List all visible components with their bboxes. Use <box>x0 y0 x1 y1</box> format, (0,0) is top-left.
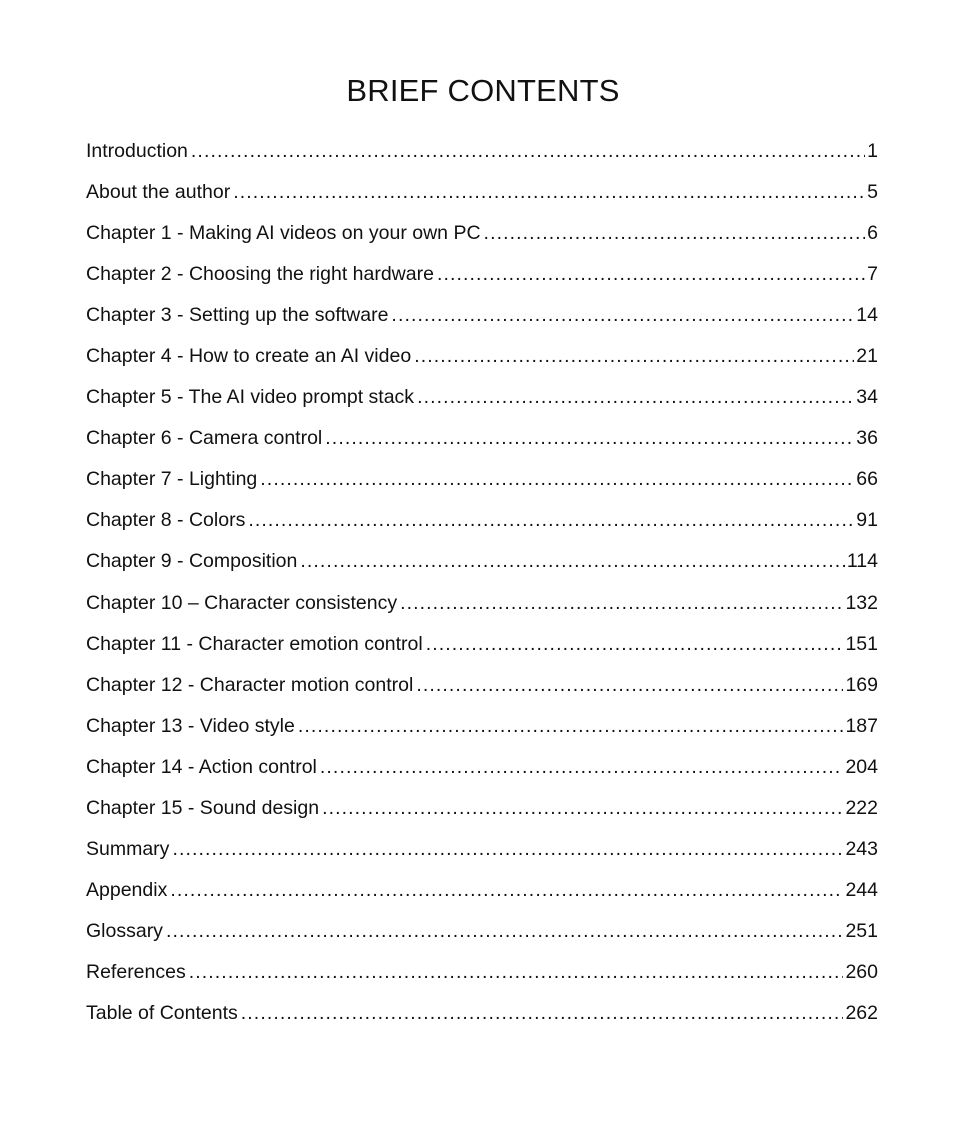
toc-entry-page-number: 132 <box>845 591 878 614</box>
toc-entry-label: Chapter 13 - Video style <box>86 714 295 737</box>
toc-entry-label: Chapter 5 - The AI video prompt stack <box>86 386 415 409</box>
toc-entry-page-number: 1 <box>867 140 878 162</box>
dot-leader <box>300 542 845 580</box>
toc-entry[interactable] <box>86 912 878 953</box>
toc-entry-label: Chapter 10 – Character consistency <box>86 591 398 614</box>
toc-entry-page-number: 151 <box>845 632 878 655</box>
toc-entry-page-number: 66 <box>856 468 878 491</box>
toc-entry[interactable] <box>86 337 878 378</box>
dot-leader <box>172 830 843 868</box>
toc-entry-page-number: 14 <box>856 304 878 327</box>
toc-entry-label: Chapter 12 - Character motion control <box>86 673 414 696</box>
dot-leader <box>322 789 843 827</box>
dot-leader <box>391 296 854 334</box>
toc-entry[interactable] <box>86 214 878 255</box>
toc-entry[interactable] <box>86 666 878 707</box>
dot-leader <box>416 666 843 704</box>
toc-entry[interactable] <box>86 132 878 173</box>
toc-entry-page-number: 262 <box>845 1001 878 1024</box>
dot-leader <box>400 584 843 622</box>
toc-entry-label: Chapter 3 - Setting up the software <box>86 304 389 327</box>
dot-leader <box>320 748 844 786</box>
dot-leader <box>298 707 844 745</box>
toc-entry[interactable] <box>86 830 878 871</box>
toc-entry-page-number: 187 <box>845 714 878 737</box>
toc-entry[interactable] <box>86 953 878 994</box>
dot-leader <box>241 994 844 1032</box>
toc-entry-page-number: 251 <box>845 919 878 942</box>
dot-leader <box>426 625 844 663</box>
toc-entry[interactable] <box>86 255 878 296</box>
toc-entry-label: Chapter 1 - Making AI videos on your own PC <box>86 222 481 245</box>
toc-entry-page-number: 7 <box>867 263 878 286</box>
toc-entry[interactable] <box>86 789 878 830</box>
toc-entry-page-number: 36 <box>856 427 878 450</box>
toc-entry[interactable] <box>86 625 878 666</box>
toc-entry-page-number: 114 <box>846 550 878 573</box>
dot-leader <box>325 419 854 457</box>
dot-leader <box>170 871 843 909</box>
toc-entry-label: Chapter 15 - Sound design <box>86 796 320 819</box>
table-of-contents <box>86 132 878 1035</box>
toc-entry-label: Chapter 8 - Colors <box>86 509 246 532</box>
toc-entry-page-number: 21 <box>856 345 878 368</box>
toc-entry-page-number: 5 <box>867 181 878 204</box>
toc-entry-label: Chapter 6 - Camera control <box>86 427 323 450</box>
toc-entry-label: Chapter 11 - Character emotion control <box>86 632 423 655</box>
toc-entry-label: Introduction <box>86 140 188 162</box>
dot-leader <box>248 501 854 539</box>
dot-leader <box>260 460 854 498</box>
dot-leader <box>166 912 844 950</box>
toc-entry[interactable] <box>86 994 878 1035</box>
toc-entry-page-number: 243 <box>845 837 878 860</box>
toc-entry-label: Appendix <box>86 878 168 901</box>
toc-entry[interactable] <box>86 173 878 214</box>
toc-entry-label: Glossary <box>86 919 163 942</box>
toc-entry[interactable] <box>86 707 878 748</box>
toc-entry-page-number: 244 <box>845 878 878 901</box>
toc-entry-label: About the author <box>86 181 231 204</box>
dot-leader <box>417 378 854 416</box>
toc-entry[interactable] <box>86 501 878 542</box>
page-title: BRIEF CONTENTS <box>346 73 620 108</box>
toc-entry-page-number: 260 <box>845 960 878 983</box>
dot-leader <box>189 953 844 991</box>
toc-entry-label: Chapter 14 - Action control <box>86 755 317 778</box>
toc-entry[interactable] <box>86 584 878 625</box>
toc-entry-label: Chapter 2 - Choosing the right hardware <box>86 263 434 286</box>
toc-entry-page-number: 204 <box>845 755 878 778</box>
toc-entry-page-number: 222 <box>845 796 878 819</box>
toc-entry[interactable] <box>86 871 878 912</box>
toc-entry-page-number: 169 <box>845 673 878 696</box>
toc-entry-label: Chapter 4 - How to create an AI video <box>86 345 412 368</box>
dot-leader <box>233 173 865 211</box>
toc-entry[interactable] <box>86 542 878 583</box>
toc-entry[interactable] <box>86 460 878 501</box>
toc-entry-page-number: 91 <box>856 509 878 532</box>
dot-leader <box>191 132 865 170</box>
toc-entry[interactable] <box>86 378 878 419</box>
dot-leader <box>437 255 865 293</box>
toc-entry-page-number: 34 <box>856 386 878 409</box>
toc-entry-label: Table of Contents <box>86 1001 238 1024</box>
dot-leader <box>414 337 854 375</box>
toc-entry-label: References <box>86 960 186 983</box>
toc-entry-label: Summary <box>86 837 170 860</box>
dot-leader <box>484 214 866 252</box>
toc-entry[interactable] <box>86 419 878 460</box>
toc-entry-page-number: 6 <box>867 222 878 245</box>
toc-entry-label: Chapter 9 - Composition <box>86 550 298 573</box>
toc-entry-label: Chapter 7 - Lighting <box>86 468 258 491</box>
toc-entry[interactable] <box>86 296 878 337</box>
toc-entry[interactable] <box>86 748 878 789</box>
